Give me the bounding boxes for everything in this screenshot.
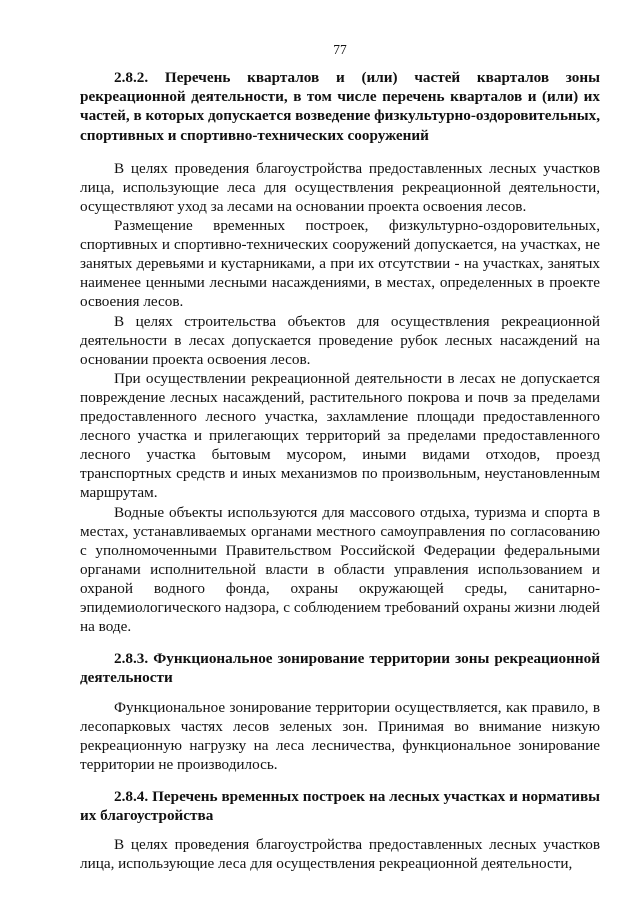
page-number: 77 (333, 42, 347, 57)
section-heading: 2.8.4. Перечень временных построек на лесных участках и нормативы их благоустройства (80, 787, 600, 825)
paragraph: В целях строительства объектов для осуществления рекреационной деятельности в лесах допускается проведение рубок лесных насаждений на основании проекта освоения лесов. (80, 312, 600, 368)
paragraph: В целях проведения благоустройства предоставленных лесных участков лица, использующие леса для осуществления рекреационной деятельности, осуществляют уход за лесами на основании проекта освоения лесов. (80, 159, 600, 215)
paragraph: Размещение временных построек, физкультурно-оздоровительных, спортивных и спортивно-технических сооружений допускается, на участках, не занятых деревьями и кустарниками, а при их отсутствии - на участках, занятых наименее ценными лесными насаждениями, в местах, определенных в проекте освоения лесов. (80, 217, 600, 311)
section-2-8-3 (80, 649, 600, 774)
section-2-8-4 (80, 787, 600, 874)
paragraph: При осуществлении рекреационной деятельности в лесах не допускается повреждение лесных насаждений, растительного покрова и почв за пределами предоставленного лесного участка, захламление площади предоставленного лесного участка и прилегающих территорий за пределами предоставленного лесного участка бытовым мусором, иными видами отходов, проезд транспортных средств и иных механизмов по произвольным, неустановленным маршрутам. (80, 369, 600, 502)
paragraph: Водные объекты используются для массового отдыха, туризма и спорта в местах, устанавливаемых органами местного самоуправления по согласованию с уполномоченными Правительством Российской Федерации федеральными органами исполнительной власти в области управления использованием и охраной водного фонда, охраны окружающей среды, санитарно-эпидемиологического надзора, с соблюдением требований охраны жизни людей на воде. (80, 503, 600, 636)
section-heading: 2.8.3. Функциональное зонирование территории зоны рекреационной деятельности (80, 650, 600, 687)
section-heading: 2.8.2. Перечень кварталов и (или) частей кварталов зоны рекреационной деятельности, в том числе перечень кварталов и (или) их частей, в которых допускается возведение физкультурно-оздоровительных, спортивных и спортивно-технических сооружений (80, 69, 600, 144)
section-2-8-2 (80, 68, 600, 636)
paragraph: В целях проведения благоустройства предоставленных лесных участков лица, использующие леса для осуществления рекреационной деятельности, (80, 836, 600, 873)
paragraph: Функциональное зонирование территории осуществляется, как правило, в лесопарковых частях лесов зеленых зон. Принимая во внимание низкую рекреационную нагрузку на леса лесничества, функциональное зонирование территории не производилось. (80, 698, 600, 773)
